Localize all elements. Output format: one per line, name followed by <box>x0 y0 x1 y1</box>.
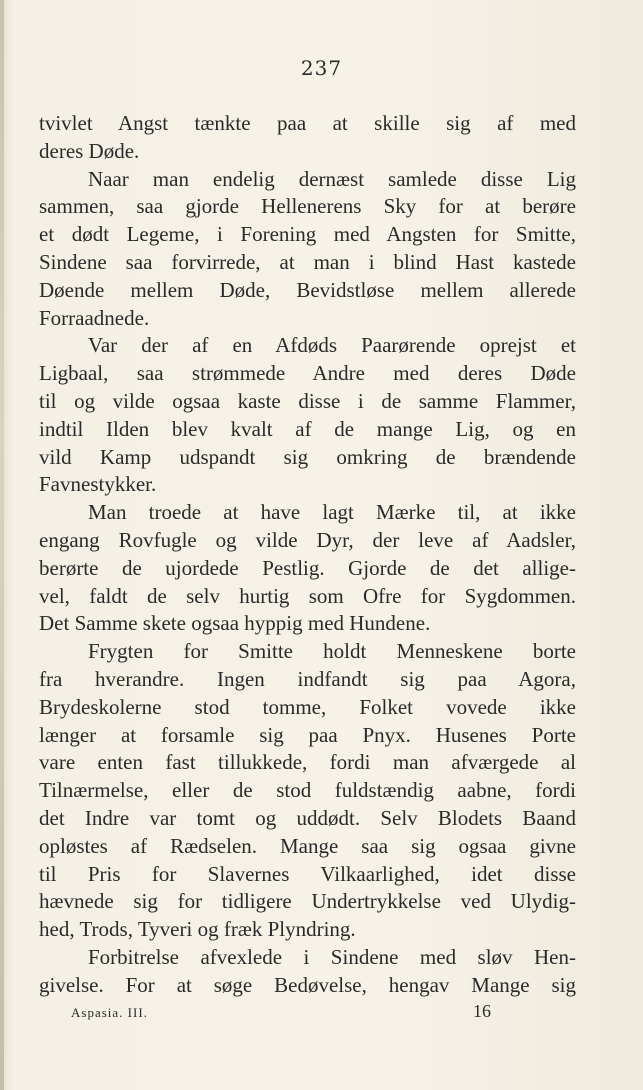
text-line: engang Rovfugle og vilde Dyr, der leve af Aadsler, <box>39 527 576 552</box>
text-line: Det Samme skete ogsaa hyppig med Hundene. <box>39 611 431 636</box>
text-line: deres Døde. <box>39 138 140 163</box>
text-line: givelse. For at søge Bedøvelse, hengav Mange sig <box>39 972 576 997</box>
text-line: til Pris for Slavernes Vilkaarlighed, idet disse <box>39 861 576 886</box>
text-line: vild Kamp udspandt sig omkring de brændende <box>39 444 576 469</box>
text-line: Tilnærmelse, eller de stod fuldstændig aabne, fordi <box>39 778 576 803</box>
text-line: Sindene saa forvirrede, at man i blind Hast kastede <box>39 249 576 274</box>
text-line: fra hverandre. Ingen indfandt sig paa Agora, <box>39 666 576 691</box>
text-line: berørte de ujordede Pestlig. Gjorde de det allige- <box>39 555 576 580</box>
sheet-number: 16 <box>473 1001 491 1021</box>
text-line: Døende mellem Døde, Bevidstløse mellem allerede <box>39 277 576 302</box>
text-line: Man troede at have lagt Mærke til, at ikke <box>88 500 576 525</box>
text-line: hed, Trods, Tyveri og fræk Plyndring. <box>39 917 356 942</box>
signature-mark: Aspasia. III. <box>71 1005 148 1020</box>
text-line: Var der af en Afdøds Paarørende oprejst et <box>88 333 576 358</box>
text-line: det Indre var tomt og uddødt. Selv Blodets Baand <box>39 805 576 830</box>
text-line: indtil Ilden blev kvalt af de mange Lig, og en <box>39 416 576 441</box>
page-binding-edge <box>0 0 4 1090</box>
text-line: Forbitrelse afvexlede i Sindene med sløv Hen- <box>88 944 576 969</box>
text-line: Brydeskolerne stod tomme, Folket vovede ikke <box>39 694 576 719</box>
text-line: hævnede sig for tidligere Undertrykkelse ved Ulydig- <box>39 889 576 914</box>
text-line: længer at forsamle sig paa Pnyx. Husenes Porte <box>39 722 576 747</box>
text-line: opløstes af Rædselen. Mange saa sig ogsaa givne <box>39 833 576 858</box>
text-line: Naar man endelig dernæst samlede disse Lig <box>88 166 576 191</box>
text-line: vel, faldt de selv hurtig som Ofre for Sygdommen. <box>39 583 576 608</box>
text-line: til og vilde ogsaa kaste disse i de samme Flammer, <box>39 388 576 413</box>
text-line: Favnestykker. <box>39 472 157 497</box>
text-line: Ligbaal, saa strømmede Andre med deres Døde <box>39 361 576 386</box>
text-line: vare enten fast tillukkede, fordi man afværgede al <box>39 750 576 775</box>
text-line: tvivlet Angst tænkte paa at skille sig af med <box>39 111 576 135</box>
body-text <box>39 110 576 1000</box>
text-line: Frygten for Smitte holdt Menneskene borte <box>88 639 576 664</box>
text-line: Forraadnede. <box>39 305 150 330</box>
text-line: sammen, saa gjorde Hellenerens Sky for at berøre <box>39 194 576 219</box>
text-line: et dødt Legeme, i Forening med Angsten for Smitte, <box>39 222 576 247</box>
page-number: 237 <box>300 56 343 80</box>
